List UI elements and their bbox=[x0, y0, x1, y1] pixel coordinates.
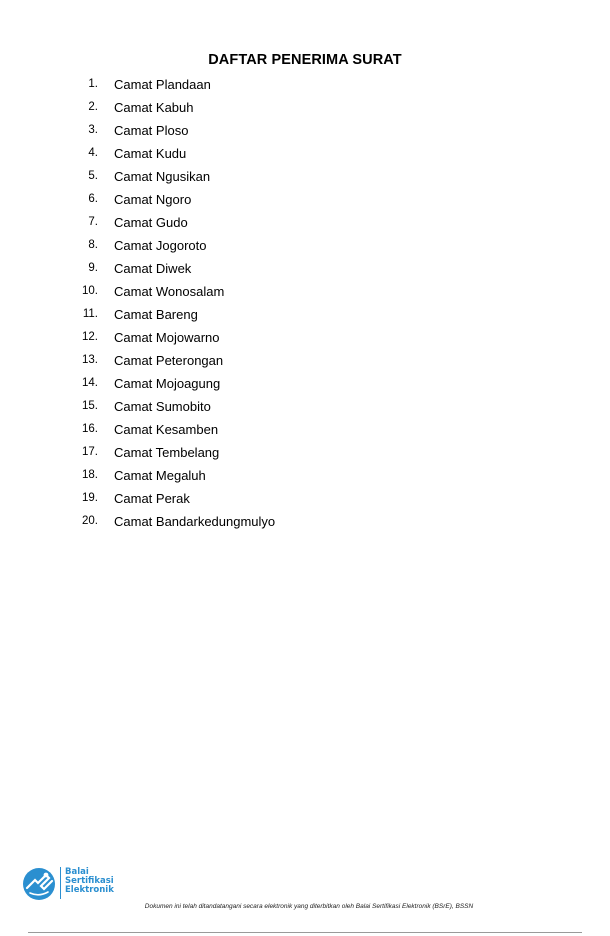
logo-line: Balai bbox=[65, 867, 89, 877]
recipient-name: Camat Gudo bbox=[114, 215, 188, 230]
list-item bbox=[0, 238, 400, 261]
list-item bbox=[0, 261, 400, 284]
signature-note: Dokumen ini telah ditandatangani secara elektronik yang diterbitkan oleh Balai Sertifikasi Elektronik (BSrE), BSSN bbox=[144, 903, 474, 910]
logo-divider bbox=[60, 867, 61, 899]
logo-line: Sertifikasi bbox=[65, 876, 114, 886]
list-item bbox=[0, 169, 400, 192]
page-title: DAFTAR PENERIMA SURAT bbox=[208, 52, 402, 68]
recipient-name: Camat Bareng bbox=[114, 307, 198, 322]
item-number: 16. bbox=[82, 423, 98, 435]
recipient-name: Camat Sumobito bbox=[114, 399, 211, 414]
recipient-name: Camat Plandaan bbox=[114, 77, 211, 92]
item-number: 19. bbox=[82, 492, 98, 504]
item-number: 5. bbox=[88, 170, 98, 182]
item-number: 20. bbox=[82, 515, 98, 527]
item-number: 11. bbox=[82, 308, 98, 320]
list-item bbox=[0, 330, 400, 353]
list-item bbox=[0, 399, 400, 422]
recipient-name: Camat Kabuh bbox=[114, 100, 194, 115]
item-number: 13. bbox=[82, 354, 98, 366]
recipient-name: Camat Jogoroto bbox=[114, 238, 207, 253]
list-item bbox=[0, 514, 400, 537]
item-number: 9. bbox=[88, 262, 98, 274]
list-item bbox=[0, 468, 400, 491]
recipient-list bbox=[0, 77, 400, 537]
list-item bbox=[0, 215, 400, 238]
list-item bbox=[0, 307, 400, 330]
item-number: 6. bbox=[88, 193, 98, 205]
recipient-name: Camat Bandarkedungmulyo bbox=[114, 514, 276, 529]
recipient-name: Camat Kudu bbox=[114, 146, 187, 161]
item-number: 15. bbox=[82, 400, 98, 412]
logo-line: Elektronik bbox=[65, 885, 114, 895]
item-number: 14. bbox=[82, 377, 98, 389]
recipient-name: Camat Mojowarno bbox=[114, 330, 220, 345]
list-item bbox=[0, 146, 400, 169]
list-item bbox=[0, 192, 400, 215]
item-number: 7. bbox=[88, 216, 98, 228]
recipient-name: Camat Ploso bbox=[114, 123, 189, 138]
item-number: 10. bbox=[82, 285, 98, 297]
list-item bbox=[0, 77, 400, 100]
list-item bbox=[0, 491, 400, 514]
item-number: 4. bbox=[88, 147, 98, 159]
recipient-name: Camat Wonosalam bbox=[114, 284, 225, 299]
item-number: 2. bbox=[88, 101, 98, 113]
recipient-name: Camat Tembelang bbox=[114, 445, 220, 460]
item-number: 1. bbox=[88, 78, 98, 90]
recipient-name: Camat Perak bbox=[114, 491, 190, 506]
item-number: 17. bbox=[82, 446, 98, 458]
recipient-name: Camat Kesamben bbox=[114, 422, 219, 437]
list-item bbox=[0, 445, 400, 468]
recipient-name: Camat Mojoagung bbox=[114, 376, 221, 391]
recipient-name: Camat Peterongan bbox=[114, 353, 224, 368]
list-item bbox=[0, 284, 400, 307]
list-item bbox=[0, 123, 400, 146]
item-number: 3. bbox=[88, 124, 98, 136]
list-item bbox=[0, 376, 400, 399]
item-number: 12. bbox=[82, 331, 98, 343]
recipient-name: Camat Megaluh bbox=[114, 468, 206, 483]
logo-wordmark bbox=[65, 868, 114, 895]
list-item bbox=[0, 100, 400, 123]
item-number: 18. bbox=[82, 469, 98, 481]
bottom-divider bbox=[28, 932, 582, 933]
recipient-name: Camat Ngoro bbox=[114, 192, 192, 207]
list-item bbox=[0, 353, 400, 376]
item-number: 8. bbox=[88, 239, 98, 251]
list-item bbox=[0, 422, 400, 445]
recipient-name: Camat Diwek bbox=[114, 261, 192, 276]
bsre-logo-icon bbox=[21, 866, 61, 902]
recipient-name: Camat Ngusikan bbox=[114, 169, 211, 184]
